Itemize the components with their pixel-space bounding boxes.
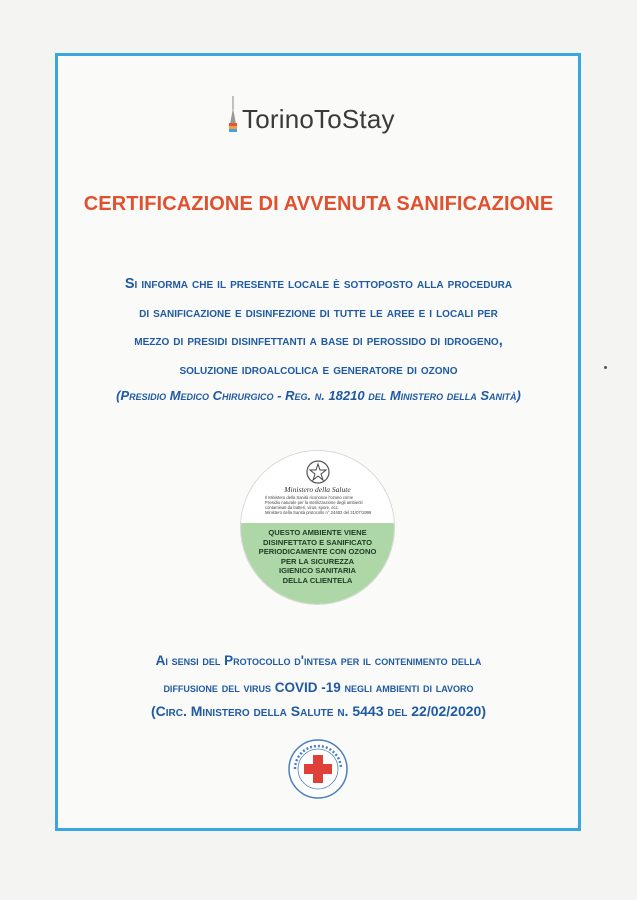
protocol-line: diffusione del virus COVID -19 negli ambienti di lavoro (163, 680, 474, 695)
seal-fine-line: Il Ministero della Sanità riconosce l'ozono come (265, 495, 354, 500)
mole-antonelliana-icon (228, 96, 238, 132)
red-cross-seal-icon (287, 738, 349, 800)
speck (604, 366, 607, 369)
italian-emblem-icon (304, 459, 332, 485)
body-line: Si informa che il presente locale è sottoposto alla procedura (124, 276, 513, 292)
protocol-paragraph (60, 647, 577, 701)
certificate-title: CERTIFICAZIONE DI AVVENUTA SANIFICAZIONE (83, 193, 554, 215)
seal-band-line: PERIODICAMENTE CON OZONO (258, 547, 377, 557)
seal-fine-line: contaminati da batteri, virus, spore, ecc. (265, 505, 340, 510)
body-line: di sanificazione e disinfezione di tutte le aree e i locali per (139, 304, 498, 321)
logo (228, 92, 395, 132)
circular-reference: (Circ. Ministero della Salute n. 5443 del 22/02/2020) (151, 703, 486, 719)
seal-band-line: QUESTO AMBIENTE VIENE (268, 528, 367, 537)
seal-band-line: DELLA CLIENTELA (282, 575, 353, 585)
seal-fine-line: Presidio naturale per la sterilizzazione degli ambienti (265, 500, 363, 505)
seal-fine-print (265, 495, 372, 515)
body-line: mezzo di presidi disinfettanti a base di perossido di idrogeno, (134, 333, 503, 349)
seal-band-line: IGIENICO SANITARIA (278, 566, 357, 576)
seal-top (241, 451, 394, 523)
seal-band-text (241, 528, 394, 586)
seal-fine-line: Ministero della Sanità protocollo n° 24482 del 31/07/1996 (265, 510, 372, 515)
seal-ministry: Ministero della Salute (284, 485, 351, 494)
ozone-seal (240, 450, 395, 605)
protocol-line: Ai sensi del Protocollo d'intesa per il contenimento della (155, 653, 482, 668)
presidio-note: (Presidio Medico Chirurgico - Reg. n. 18210 del Ministero della Sanità) (116, 388, 521, 403)
body-paragraph (60, 270, 577, 384)
seal-band-line: PER LA SICUREZZA (280, 556, 355, 566)
seal-band (241, 523, 394, 605)
seal-band-line: DISINFETTATO E SANIFICATO (263, 537, 372, 547)
body-line: soluzione idroalcolica e generatore di ozono (179, 361, 458, 378)
logo-text: TorinoToStay (242, 104, 395, 134)
